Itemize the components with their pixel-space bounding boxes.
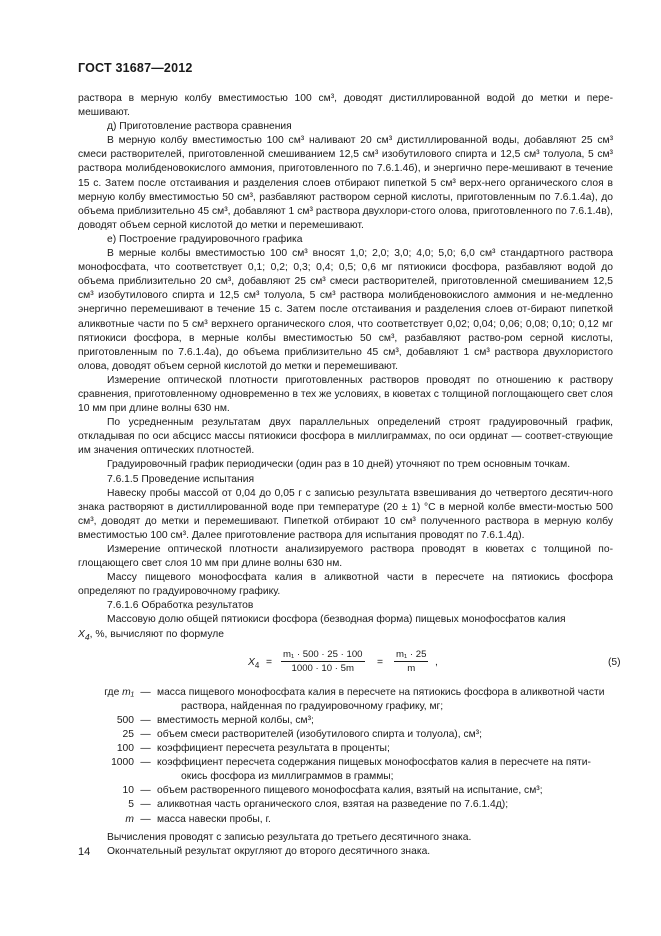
definition-symbol: 100	[116, 743, 134, 755]
definition-dash: —	[140, 714, 151, 726]
definition-symbol: 5	[128, 799, 134, 811]
formula-tail: ,	[435, 656, 438, 668]
fraction-full	[281, 648, 365, 676]
equals-sign: =	[266, 656, 273, 668]
fraction-denominator: m	[407, 662, 416, 674]
definition-item	[78, 686, 613, 714]
definition-dash: —	[140, 728, 151, 740]
section-heading: 7.6.1.5 Проведение испытания	[107, 473, 255, 485]
definition-item	[78, 714, 613, 728]
paragraph: $X_4$, %, вычисляют по формуле	[78, 628, 224, 642]
definition-item	[78, 756, 613, 784]
definition-item	[78, 728, 613, 742]
paragraph: Измерение оптической плотности анализируемого раствора проводят в кюветах с толщиной по-глощающего свет слоя 10 мм при длине волны 630 нм.	[78, 544, 613, 570]
definition-dash: —	[140, 813, 151, 825]
paragraph: Массу пищевого монофосфата калия в аликвотной части в пересчете на пятиокись фосфора определяют по градуировочному графику.	[78, 572, 613, 598]
formula-lhs: $X_4$	[248, 656, 260, 670]
definition-text: масса пищевого монофосфата калия в пересчете на пятиокись фосфора в аликвотной части раствора, найденная по градуировочному графику, мг;	[157, 686, 605, 712]
definition-symbol: m	[125, 813, 134, 825]
fraction-numerator: m₁ · 500 · 25 · 100	[283, 648, 363, 660]
formula-number: (5)	[608, 656, 621, 668]
paragraph: В мерную колбу вместимостью 100 см³ наливают 20 см³ дистиллированной воды, добавляют 25 см³ смеси растворителей, приготовленной смешиванием 12,5 см³ изобутилового спирта и 12,5 см³ толуола, 5 см³ раствора молибденовокислого аммония, приготовленного по 7.6.1.4б), и энергично пере-мешивают в течение 15 с. Затем после отстаивания и разделения слоев отбирают пипеткой 5 см³ верх-него органического слоя в мерную колбу вместимостью 50 см³, разбавляют раствором серной кислоты, приготовленным по 7.6.1.4а), до объема приблизительно 45 см³, добавляют 1 см³ раствора двухлори-стого олова, приготовленного по 7.6.1.4в), доводят объем серной кислотой до метки и перемешивают.	[78, 135, 613, 231]
paragraph: Окончательный результат округляют до второго десятичного знака.	[107, 845, 431, 857]
fraction-short	[394, 648, 428, 676]
definition-text: вместимость мерной колбы, см³;	[157, 714, 314, 726]
section-heading: 7.6.1.6 Обработка результатов	[107, 600, 254, 612]
definition-text: коэффициент пересчета содержания пищевых монофосфатов калия в пересчете на пяти- окись фосфора из миллиграммов в граммы;	[157, 757, 591, 783]
definition-dash: —	[140, 799, 151, 811]
paragraph: Навеску пробы массой от 0,04 до 0,05 г с записью результата взвешивания до четвертого десятич-ного знака растворяют в дистиллированной воде при температуре (20 ± 1) °С в мерной колбе вмести-мостью 500 см³, доводят до метки и перемешивают. Пипеткой отбирают 10 см³ полученного раствора в мерную колбу вместимостью 100 см³. Далее приготовление раствора для испытания проводят по 7.6.1.4д).	[78, 487, 613, 541]
paragraph: По усредненным результатам двух параллельных определений строят градуировочный график, откладывая по оси абсцисс массы пятиокиси фосфора в миллиграммах, по оси ординат — соответ-ствующие им значения оптических плотностей.	[78, 417, 613, 457]
definition-dash: —	[140, 757, 151, 769]
definition-item	[78, 742, 613, 756]
fraction-numerator: m₁ · 25	[396, 648, 427, 660]
definition-symbol: 500	[116, 714, 134, 726]
definition-item	[78, 798, 613, 812]
definition-symbol: 10	[122, 785, 134, 797]
paragraph: В мерные колбы вместимостью 100 см³ вносят 1,0; 2,0; 3,0; 4,0; 5,0; 6,0 см³ стандартного раствора монофосфата, что соответствует 0,1; 0,2; 0,3; 0,4; 0,5; 0,6 мг пятиокиси фосфора, разбавляют водой до объема приблизительно 20 см³, добавляют 25 см³ смеси растворителей, приготовленной смешиванием 12,5 см³ изобутилового спирта и 12,5 см³ толуола, 5 см³ раствора молибденовокислого аммония и не-медленно энергично перемешивают в течение 15 с. Затем после отстаивания и разделения слоев от-бирают пипеткой аликвотные части по 5 см³ верхнего органического слоя, что соответствует 0,02; 0,04; 0,06; 0,08; 0,10; 0,12 мг пятиокиси фосфора, в мерные колбы вместимостью 50 см³, разбавляют раство-ром серной кислоты, приготовленным по 7.6.1.4а), до объема приблизительно 45 см³, добавляют 1 см³ раствора двухлористого олова, доводят объем серной кислотой до метки и перемешивают.	[78, 248, 613, 372]
document-body	[78, 92, 621, 859]
paragraph: Градуировочный график периодически (один раз в 10 дней) уточняют по трем основным точкам.	[107, 459, 571, 471]
document-header: ГОСТ 31687—2012	[78, 61, 193, 75]
definition-text: объем смеси растворителей (изобутилового спирта и толуола), см³;	[157, 728, 482, 740]
variable-x4: $X_4$	[78, 628, 90, 642]
fraction-denominator: 1000 · 10 · 5m	[291, 662, 354, 674]
paragraph: раствора в мерную колбу вместимостью 100 см³, доводят дистиллированной водой до метки и пере-мешивают.	[78, 93, 613, 119]
definition-symbol: где m₁	[104, 686, 134, 698]
paragraph: Измерение оптической плотности приготовленных растворов проводят по отношению к раствору сравнения, приготовленному одновременно в тех же условиях, в кюветах с толщиной поглощающего свет слоя 10 мм при длине волны 630 нм.	[78, 374, 613, 415]
definition-text: коэффициент пересчета результата в проценты;	[157, 743, 390, 755]
definition-text: объем растворенного пищевого монофосфата калия, взятый на испытание, см³;	[157, 785, 543, 797]
page-number: 14	[78, 846, 91, 858]
definition-dash: —	[140, 785, 151, 797]
definitions-list	[78, 686, 613, 827]
definition-dash: —	[140, 743, 151, 755]
subsection-heading: е) Построение градуировочного графика	[107, 233, 303, 245]
definition-text: аликвотная часть органического слоя, взятая на разведение по 7.6.1.4д);	[157, 799, 509, 811]
definition-item	[78, 784, 613, 798]
definition-text: масса навески пробы, г.	[157, 813, 271, 825]
paragraph: Массовую долю общей пятиокиси фосфора (безводная форма) пищевых монофосфатов калия	[107, 614, 566, 626]
definition-dash: —	[140, 686, 151, 698]
definition-symbol: 1000	[111, 757, 134, 769]
equals-sign: =	[377, 656, 384, 668]
subsection-heading: д) Приготовление раствора сравнения	[107, 121, 292, 133]
formula-5	[78, 648, 621, 684]
definition-symbol: 25	[122, 728, 134, 740]
definition-item	[78, 813, 613, 827]
paragraph: Вычисления проводят с записью результата до третьего десятичного знака.	[107, 831, 472, 843]
